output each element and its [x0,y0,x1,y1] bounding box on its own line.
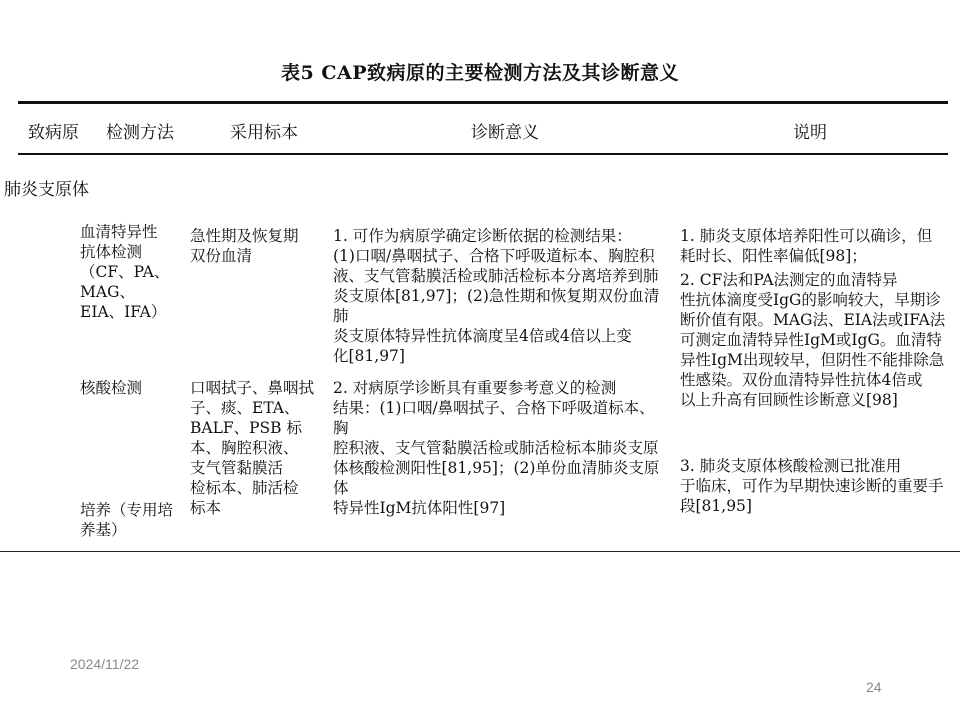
significance-item-2: 2. 对病原学诊断具有重要参考意义的检测 结果：(1)口咽/鼻咽拭子、合格下呼吸道标本、胸 腔积液、支气管黏膜活检或肺活检标本肺炎支原 体核酸检测阳性[81,95]；(2)单份血清肺炎支原体 特异性IgM抗体阳性[97] [333,379,660,517]
notes-item-3: 3. 肺炎支原体核酸检测已批准用 于临床，可作为早期快速诊断的重要手 段[81,95] [680,457,944,515]
table-top-rule [18,101,948,104]
notes-item-1: 1. 肺炎支原体培养阳性可以确诊，但 耗时长、阳性率偏低[98]； [680,227,933,265]
specimen-serum: 急性期及恢复期 双份血清 [190,227,299,265]
specimen-other: 口咽拭子、鼻咽拭 子、痰、ETA、 BALF、PSB 标 本、胸腔积液、 支气管黏膜活 检标本、肺活检 标本 [190,379,315,517]
table-title: 表5 CAP致病原的主要检测方法及其诊断意义 [281,62,679,84]
method-serology: 血清特异性 抗体检测 （CF、PA、 MAG、 EIA、IFA） [80,223,170,321]
header-method: 检测方法 [106,123,174,143]
footer-page-number: 24 [866,679,882,695]
method-nucleic-acid: 核酸检测 [80,379,143,397]
table-header-rule [18,153,948,155]
method-culture: 培养（专用培 养基） [80,501,174,539]
header-notes: 说明 [793,123,827,143]
category-mycoplasma: 肺炎支原体 [4,180,89,200]
table-bottom-rule [0,551,960,552]
header-significance: 诊断意义 [471,123,539,143]
header-specimen: 采用标本 [230,123,298,143]
significance-item-1: 1. 可作为病原学确定诊断依据的检测结果： (1)口咽/鼻咽拭子、合格下呼吸道标本、胸腔积 液、支气管黏膜活检或肺活检标本分离培养到肺 炎支原体[81,97]；(2)急性期和恢复期双份血清肺 炎支原体特异性抗体滴度呈4倍或4倍以上变 化[81,97] [333,227,660,365]
notes-item-2: 2. CF法和PA法测定的血清特异 性抗体滴度受IgG的影响较大，早期诊 断价值有限。MAG法、EIA法或IFA法 可测定血清特异性IgM或IgG。血清特 异性IgM出现较早，但阴性不能排除急 性感染。双份血清特异性抗体4倍或 以上升高有回顾性诊断意义[98] [680,271,946,409]
footer-date: 2024/11/22 [70,656,140,672]
header-pathogen: 致病原 [28,123,79,143]
